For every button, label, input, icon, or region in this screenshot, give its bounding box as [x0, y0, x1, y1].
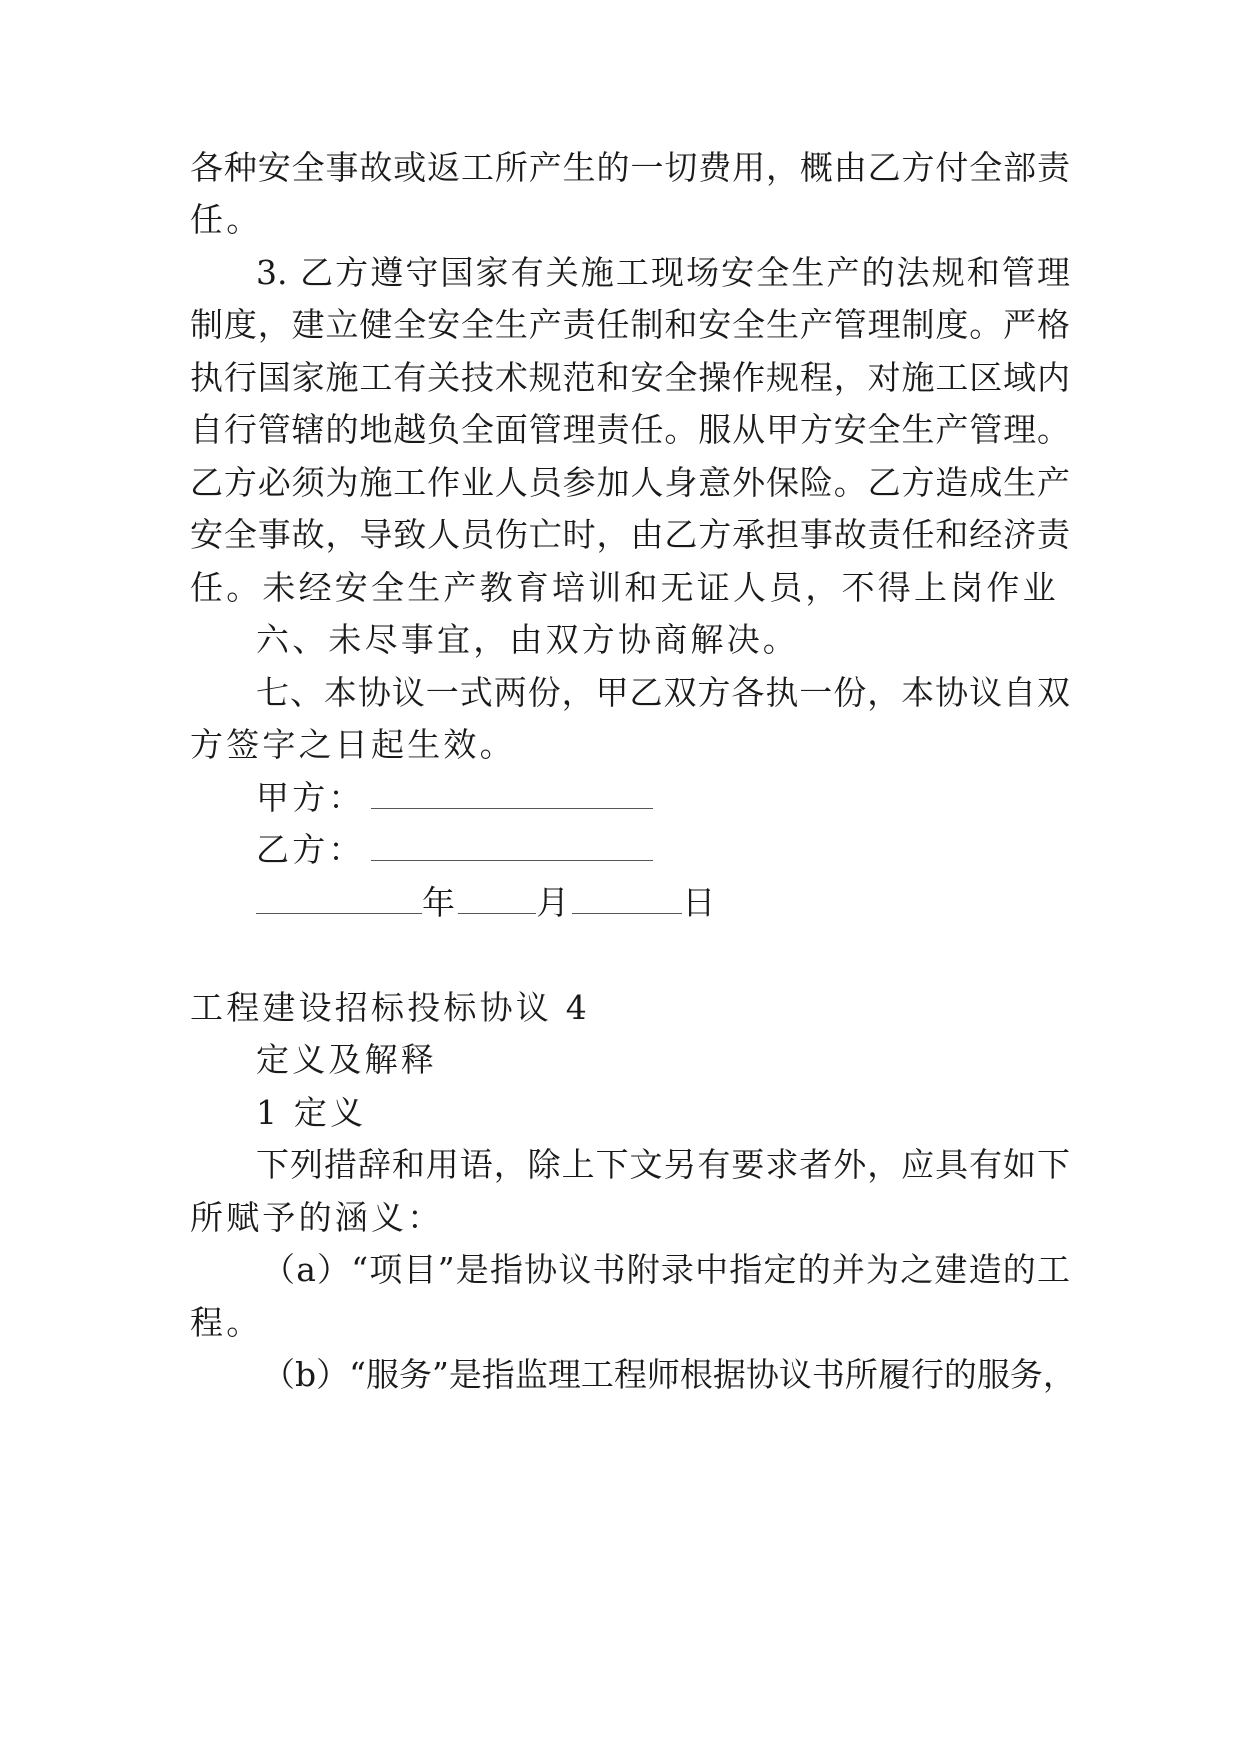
definition-item-a: （a）“项目”是指协议书附录中指定的并为之建造的工 — [262, 1250, 1070, 1289]
month-blank — [458, 887, 536, 914]
paragraph-line: 执行国家施工有关技术规范和安全操作规程，对施工区域内 — [190, 358, 1070, 397]
party-b-signature — [256, 830, 1070, 870]
paragraph-line: 安全事故，导致人员伤亡时，由乙方承担事故责任和经济责 — [190, 515, 1070, 554]
party-a-signature — [256, 778, 1070, 818]
clause-3-line: 3. 乙方遵守国家有关施工现场安全生产的法规和管理 — [256, 253, 1070, 292]
paragraph-line: 程。 — [190, 1303, 263, 1342]
party-b-blank — [371, 834, 653, 861]
paragraph-line: 任。 — [190, 200, 263, 239]
paragraph-line: 各种安全事故或返工所产生的一切费用，概由乙方付全部责 — [190, 148, 1070, 187]
date-line — [256, 883, 1070, 923]
clause-6-line: 六、未尽事宜，由双方协商解决。 — [256, 620, 799, 659]
party-a-label: 甲方： — [256, 778, 365, 817]
definition-item-b: （b）“服务”是指监理工程师根据协议书所履行的服务， — [262, 1355, 1076, 1394]
definition-subheading: 1 定义 — [256, 1093, 367, 1132]
paragraph-line: 所赋予的涵义： — [190, 1198, 444, 1237]
paragraph-line: 制度，建立健全安全生产责任制和安全生产管理制度。严格 — [190, 305, 1070, 344]
party-b-label: 乙方： — [256, 830, 365, 869]
paragraph-line: 下列措辞和用语，除上下文另有要求者外，应具有如下 — [256, 1145, 1070, 1184]
definitions-heading: 定义及解释 — [256, 1040, 437, 1079]
party-a-blank — [371, 782, 653, 809]
month-label: 月 — [536, 883, 573, 922]
year-blank — [256, 887, 422, 914]
clause-7-line: 七、本协议一式两份，甲乙双方各执一份，本协议自双 — [256, 673, 1070, 712]
paragraph-line: 乙方必须为施工作业人员参加人身意外保险。乙方造成生产 — [190, 463, 1070, 502]
day-blank — [572, 887, 682, 914]
paragraph-line: 方签字之日起生效。 — [190, 725, 516, 764]
section-title: 工程建设招标投标协议 4 — [190, 988, 590, 1027]
day-label: 日 — [682, 883, 719, 922]
year-label: 年 — [422, 883, 459, 922]
paragraph-line: 自行管辖的地越负全面管理责任。服从甲方安全生产管理。 — [190, 410, 1070, 449]
paragraph-line: 任。未经安全生产教育培训和无证人员，不得上岗作业 — [190, 568, 1059, 607]
